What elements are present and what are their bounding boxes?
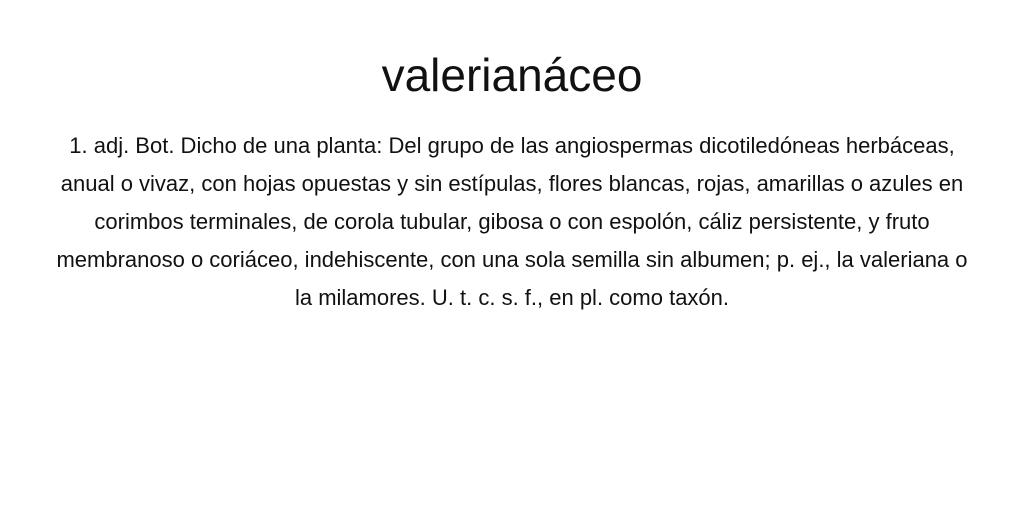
definition-text: 1. adj. Bot. Dicho de una planta: Del grupo de las angiospermas dicotiledóneas herbáceas, anual o vivaz, con hojas opuestas y sin estípulas, flores blancas, rojas, amarillas o azules en corimbos terminales, de corola tubular, gibosa o con espolón, cáliz persistente, y fruto membranoso o coriáceo, indehiscente, con una sola semilla sin albumen; p. ej., la valeriana o la milamores. U. t. c. s. f., en pl. como taxón. — [56, 133, 968, 310]
headword: valerianáceo — [381, 49, 643, 101]
